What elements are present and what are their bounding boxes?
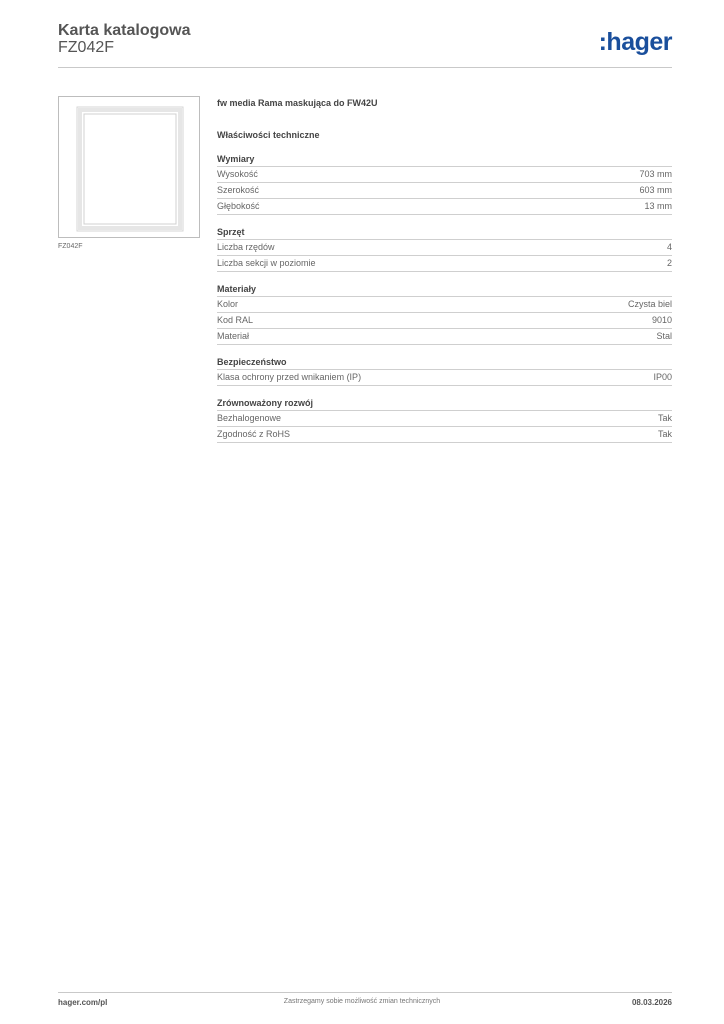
frame-illustration [59, 97, 201, 239]
spec-row [217, 198, 672, 215]
spec-table [217, 239, 672, 272]
spec-label: Liczba rzędów [217, 242, 275, 252]
spec-row [217, 296, 672, 312]
spec-row [217, 239, 672, 255]
hager-logo: :hager [598, 28, 672, 56]
technical-properties-title: Właściwości techniczne [217, 130, 320, 140]
spec-label: Materiał [217, 331, 250, 341]
spec-value: 603 mm [639, 185, 672, 195]
spec-row [217, 255, 672, 272]
section-title: Sprzęt [217, 227, 245, 237]
spec-label: Liczba sekcji w poziomie [217, 258, 316, 268]
spec-value: 13 mm [644, 201, 672, 211]
spec-label: Szerokość [217, 185, 260, 195]
spec-label: Bezhalogenowe [217, 413, 282, 423]
product-name: fw media Rama maskująca do FW42U [217, 98, 378, 108]
spec-value: Tak [657, 429, 672, 439]
spec-row [217, 328, 672, 345]
spec-label: Wysokość [217, 169, 258, 179]
section-title: Wymiary [217, 154, 255, 164]
spec-row [217, 426, 672, 443]
spec-label: Zgodność z RoHS [217, 429, 291, 439]
spec-sections [217, 152, 672, 443]
spec-table [217, 410, 672, 443]
spec-table [217, 369, 672, 386]
spec-value: 2 [666, 258, 672, 268]
document-title: Karta katalogowa [58, 22, 191, 39]
spec-table [217, 166, 672, 215]
spec-label: Głębokość [217, 201, 260, 211]
image-caption: FZ042F [58, 243, 83, 250]
spec-value: Czysta biel [627, 299, 672, 309]
spec-value: 703 mm [639, 169, 672, 179]
spec-table [217, 296, 672, 345]
spec-row [217, 369, 672, 386]
spec-row [217, 312, 672, 328]
product-image [58, 96, 200, 238]
footer-website: hager.com/pl [58, 998, 108, 1007]
spec-label: Kod RAL [217, 315, 254, 325]
footer-disclaimer: Zastrzegamy sobie możliwość zmian technicznych [283, 998, 441, 1005]
spec-label: Klasa ochrony przed wnikaniem (IP) [217, 372, 362, 382]
footer-date: 08.03.2026 [631, 998, 672, 1007]
spec-row [217, 166, 672, 182]
spec-value: Stal [656, 331, 672, 341]
page-header [58, 20, 672, 68]
spec-value: 9010 [651, 315, 672, 325]
section-title: Zrównoważony rozwój [217, 398, 313, 408]
spec-value: 4 [666, 242, 672, 252]
spec-row [217, 410, 672, 426]
spec-value: Tak [657, 413, 672, 423]
spec-content [217, 96, 672, 443]
spec-row [217, 182, 672, 198]
footer-divider [58, 992, 672, 993]
product-code: FZ042F [58, 39, 115, 56]
spec-label: Kolor [217, 299, 239, 309]
header-divider [58, 67, 672, 68]
section-title: Materiały [217, 284, 257, 294]
spec-value: IP00 [653, 372, 672, 382]
section-title: Bezpieczeństwo [217, 357, 287, 367]
